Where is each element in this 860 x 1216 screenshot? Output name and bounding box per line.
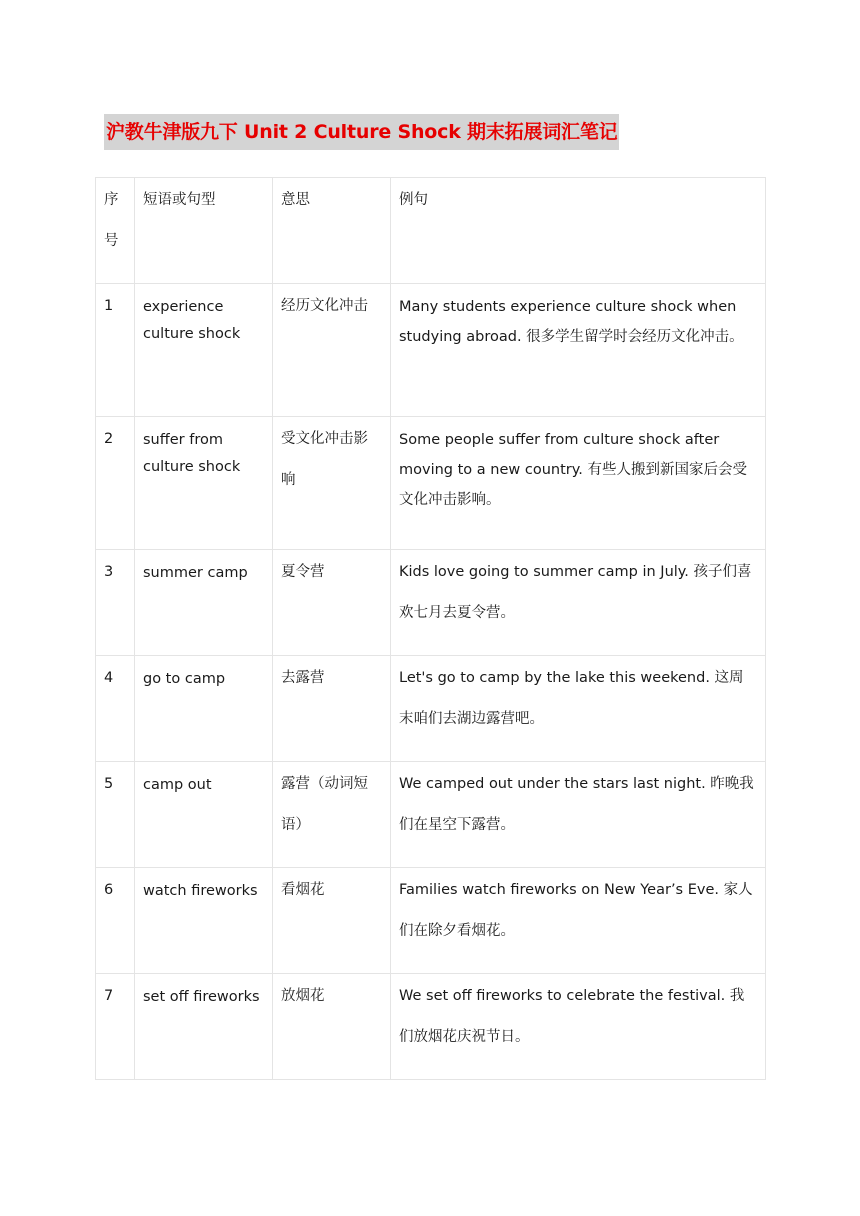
row-example: Families watch fireworks on New Year’s Eve. 家人们在除夕看烟花。 bbox=[399, 882, 753, 939]
row-phrase: experience culture shock bbox=[143, 299, 241, 342]
header-meaning: 意思 bbox=[281, 192, 310, 208]
row-example: Kids love going to summer camp in July. 孩子们喜欢七月去夏令营。 bbox=[399, 564, 752, 621]
header-no: 序号 bbox=[104, 192, 119, 249]
vocabulary-table bbox=[95, 177, 766, 1080]
row-meaning: 夏令营 bbox=[281, 564, 325, 580]
header-phrase: 短语或句型 bbox=[143, 192, 216, 208]
table-header-row bbox=[96, 178, 766, 284]
table-row bbox=[96, 417, 766, 550]
row-meaning: 受文化冲击影响 bbox=[281, 431, 368, 488]
table-row bbox=[96, 762, 766, 868]
table-row bbox=[96, 974, 766, 1080]
row-phrase: summer camp bbox=[143, 565, 248, 581]
row-number: 5 bbox=[104, 776, 114, 792]
row-phrase: set off fireworks bbox=[143, 989, 260, 1005]
row-example: We set off fireworks to celebrate the festival. 我们放烟花庆祝节日。 bbox=[399, 988, 745, 1045]
row-number: 4 bbox=[104, 670, 114, 686]
row-number: 2 bbox=[104, 431, 114, 447]
row-phrase: suffer from culture shock bbox=[143, 432, 241, 475]
row-meaning: 经历文化冲击 bbox=[281, 298, 368, 314]
row-meaning: 露营（动词短语） bbox=[281, 776, 368, 833]
row-meaning: 放烟花 bbox=[281, 988, 325, 1004]
row-example: Some people suffer from culture shock after moving to a new country. 有些人搬到新国家后会受文化冲击影响。 bbox=[399, 432, 747, 508]
row-phrase: camp out bbox=[143, 777, 212, 793]
row-meaning: 去露营 bbox=[281, 670, 325, 686]
row-number: 7 bbox=[104, 988, 114, 1004]
table-row bbox=[96, 284, 766, 417]
row-phrase: watch fireworks bbox=[143, 883, 258, 899]
row-example: Many students experience culture shock when studying abroad. 很多学生留学时会经历文化冲击。 bbox=[399, 299, 744, 345]
row-number: 6 bbox=[104, 882, 114, 898]
document-title: 沪教牛津版九下 Unit 2 Culture Shock 期末拓展词汇笔记 bbox=[104, 114, 619, 150]
row-number: 3 bbox=[104, 564, 114, 580]
row-meaning: 看烟花 bbox=[281, 882, 325, 898]
table-row bbox=[96, 868, 766, 974]
row-number: 1 bbox=[104, 298, 114, 314]
table-row bbox=[96, 656, 766, 762]
row-phrase: go to camp bbox=[143, 671, 226, 687]
table-row bbox=[96, 550, 766, 656]
row-example: Let's go to camp by the lake this weekend. 这周末咱们去湖边露营吧。 bbox=[399, 670, 744, 727]
row-example: We camped out under the stars last night. 昨晚我们在星空下露营。 bbox=[399, 776, 754, 833]
header-example: 例句 bbox=[399, 192, 428, 208]
